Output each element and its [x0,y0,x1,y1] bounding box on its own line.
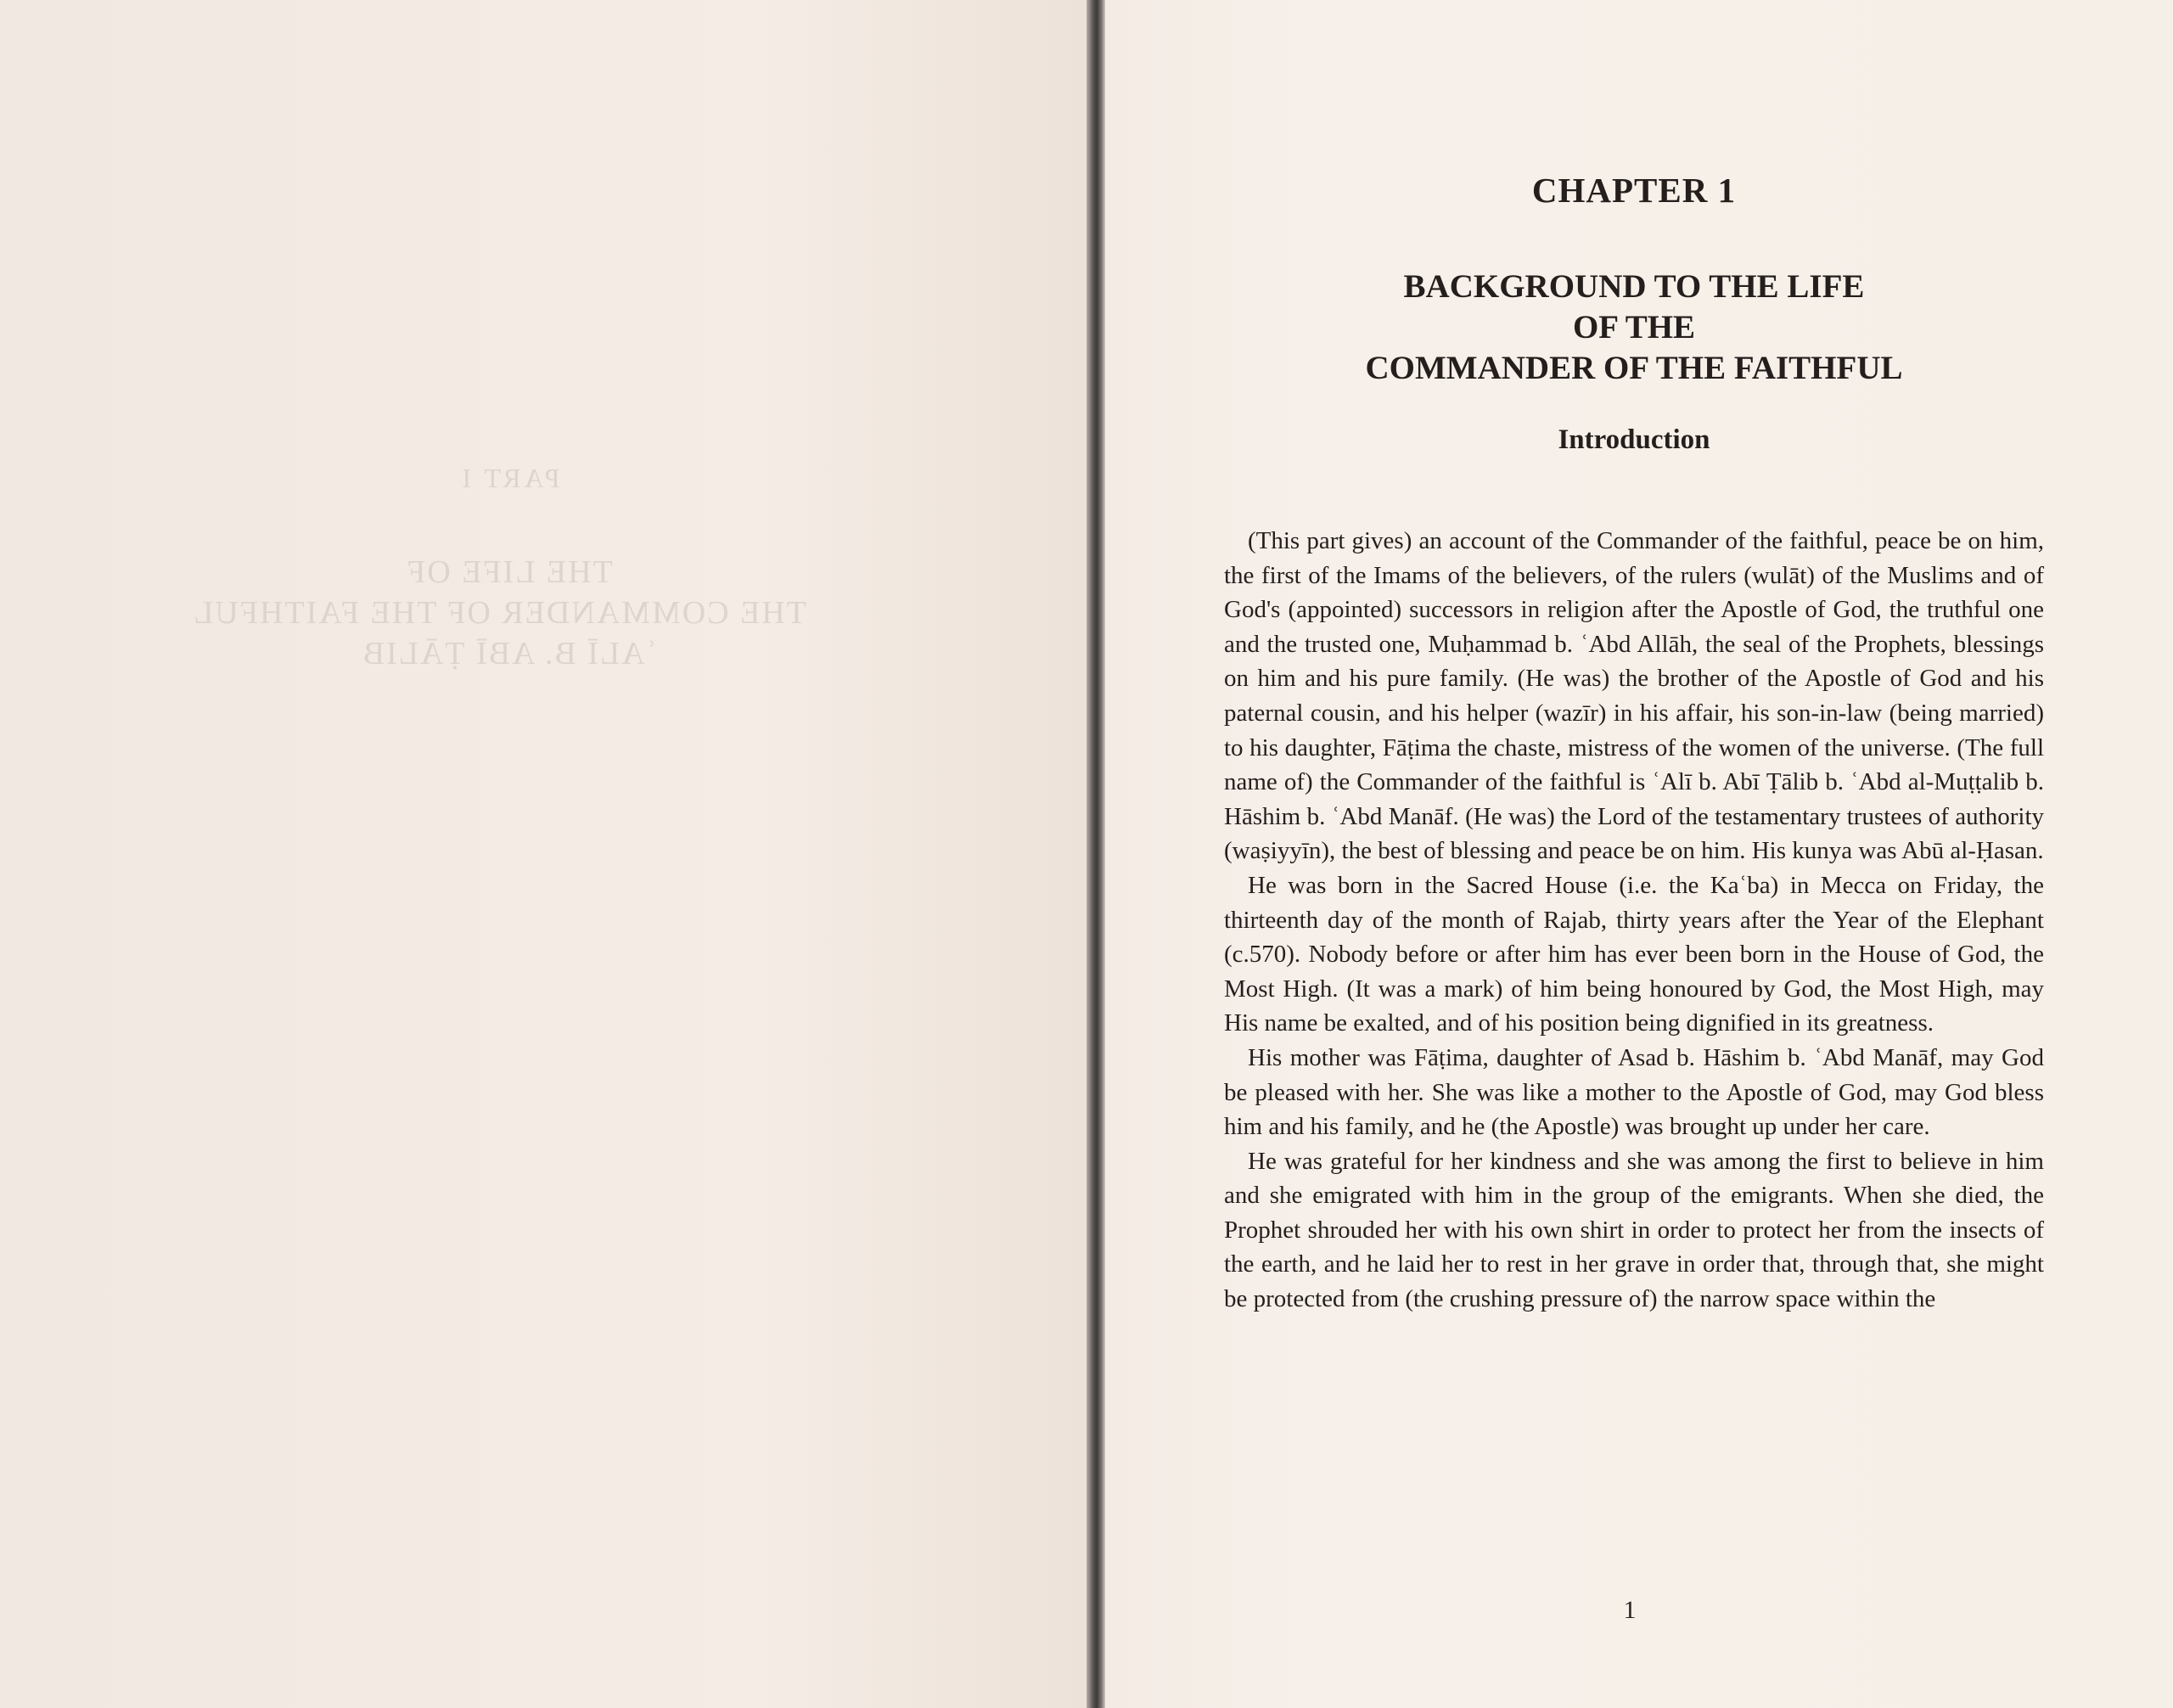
chapter-title [1224,267,2044,389]
section-heading: Introduction [1558,424,1710,455]
body-paragraph: (This part gives) an account of the Commander of the faithful, peace be on him, the first of the Imams of the believers, of the rulers (wulāt) of the Muslims and of God's (appointed) successors in religion after the Apostle of God, the truthful one and the trusted one, Muḥammad b. ʿAbd Allāh, the seal of the Prophets, blessings on him and his pure family. (He was) the brother of the Apostle of God and his paternal cousin, and his helper (wazīr) in his affair, his son-in-law (being married) to his daughter, Fāṭima the chaste, mistress of the women of the universe. (The full name of) the Commander of the faithful is ʿAlī b. Abī Ṭālib b. ʿAbd al-Muṭṭalib b. Hāshim b. ʿAbd Manāf. (He was) the Lord of the testamentary trustees of authority (waṣiyyīn), the best of blessing and peace be on him. His kunya was Abū al-Ḥasan. [1224,527,2044,865]
body-paragraph: He was grateful for her kindness and she was among the first to believe in him and she emigrated with him in the group of the emigrants. When she died, the Prophet shrouded her with his own shirt in order to protect her from the insects of the earth, and he laid her to rest in her grave in order that, through that, she might be protected from (the crushing pressure of) the narrow space within the [1224,1147,2044,1313]
bleed-through-title [192,552,806,674]
chapter-title-line: COMMANDER OF THE FAITHFUL [1365,350,1903,386]
bleed-title-line: ʿALĪ B. ABĪ ṬĀLIB [361,636,658,671]
chapter-title-line: BACKGROUND TO THE LIFE [1403,268,1865,305]
bleed-through-part-label: PART I [458,463,560,493]
bleed-title-line: THE LIFE OF [406,554,613,590]
book-gutter [1086,0,1105,1708]
body-paragraph: His mother was Fāṭima, daughter of Asad b. Hāshim b. ʿAbd Manāf, may God be pleased with her. She was like a mother to the Apostle of God, may God bless him and his family, and he (the Apostle) was brought up under her care. [1224,1043,2044,1141]
page-number: 1 [1623,1596,1637,1624]
bleed-title-line: THE COMMANDER OF THE FAITHFUL [192,595,806,631]
body-paragraph: He was born in the Sacred House (i.e. the Kaʿba) in Mecca on Friday, the thirteenth day of the month of Rajab, thirty years after the Year of the Elephant (c.570). Nobody before or after him has ever been born in the House of God, the Most High. (It was a mark) of him being honoured by God, the Most High, may His name be exalted, and of his position being dignified in its greatness. [1224,871,2044,1037]
chapter-title-line: OF THE [1572,309,1696,346]
left-page [0,0,1086,1708]
page-content [1224,170,2044,1317]
chapter-label: CHAPTER 1 [1531,171,1737,210]
